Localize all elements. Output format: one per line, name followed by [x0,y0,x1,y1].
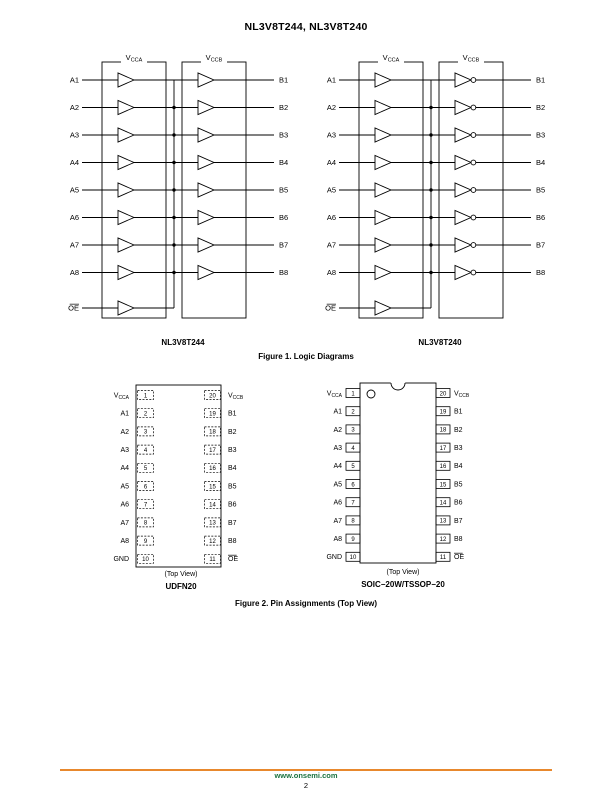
logic-diagram-nl3v8t240 [315,46,565,346]
buffer-triangle [198,211,214,225]
pin-label: A3 [333,445,342,452]
pin-number: 4 [351,445,355,452]
pin1-indicator [367,390,375,398]
pin-label: B1 [228,410,237,418]
pin-label: A4 [120,465,129,473]
input-label: A6 [69,213,79,223]
pin-number: 11 [209,557,216,564]
pin-label: B8 [228,538,237,545]
pin-label: B7 [228,519,237,527]
junction-dot [429,133,432,136]
junction-dot [429,271,432,274]
pin-number: 20 [439,391,447,398]
buffer-triangle [375,73,391,87]
junction-dot [172,161,175,164]
pin-number: 12 [439,536,447,543]
pin-label: B5 [228,483,237,491]
output-label: B1 [279,75,289,85]
buffer-triangle [375,266,391,280]
junction-dot [172,188,175,191]
pin-number: 8 [351,518,355,525]
pin-number: 13 [439,518,447,525]
pin-label: A7 [333,517,342,525]
pin-label: A1 [120,410,129,418]
junction-dot [429,161,432,164]
pin-number: 9 [143,538,148,545]
buffer-triangle [118,238,134,252]
input-label: A8 [326,268,336,278]
pin-number: 18 [439,427,447,434]
output-label: B2 [536,103,546,113]
pin-label: A5 [333,481,342,489]
oe-buffer-triangle [118,301,134,315]
buffer-triangle [118,128,134,142]
pin-number: 6 [351,482,355,489]
output-label: B2 [279,103,289,113]
pin-number: 7 [351,500,355,507]
pin-number: 1 [143,393,148,400]
pin-number: 8 [143,520,148,527]
junction-dot [172,216,175,219]
buffer-triangle [455,73,471,87]
pin-label: B5 [454,481,463,489]
input-label: A5 [326,185,336,195]
left-rail-label: $V_{CCA}$ [382,53,400,64]
left-rail-label: $V_{CCA}$ [125,53,143,64]
pin-label: GND [113,556,129,564]
input-label: A2 [326,103,336,113]
soic-package-name: SOIC−20W/TSSOP−20 [361,580,445,589]
input-label: A5 [69,185,79,195]
junction-dot [429,243,432,246]
pin-label: A8 [333,536,342,543]
pin-label: B2 [454,426,463,434]
pin-label: $V_{CCA}$ [326,390,342,399]
buffer-triangle [375,128,391,142]
output-label: B1 [536,75,546,85]
inverter-bubble [471,270,476,275]
pin-label: B2 [228,428,237,436]
input-label: A7 [69,240,79,250]
buffer-triangle [198,156,214,170]
buffer-triangle [455,183,471,197]
output-label: B5 [279,185,289,195]
pin-number: 5 [351,464,355,471]
pin-number: 5 [143,466,148,473]
junction-dot [429,188,432,191]
pin-label: B3 [454,445,463,452]
pin-number: 14 [439,500,447,507]
buffer-triangle [198,101,214,115]
diagram-name-240: NL3V8T240 [418,338,462,347]
page-number: 2 [303,781,309,790]
right-rail-label: $V_{CCB}$ [205,53,223,64]
input-label: A2 [69,103,79,113]
pin-label: A8 [120,538,129,545]
pin-number: 14 [209,502,216,509]
pin-number: 3 [351,427,355,434]
buffer-triangle [455,211,471,225]
pin-label: A2 [120,428,129,436]
buffer-triangle [455,238,471,252]
pin-number: 17 [209,447,216,454]
oe-label: OE [325,303,336,313]
buffer-triangle [198,183,214,197]
pin-number: 19 [439,409,447,416]
junction-dot [429,106,432,109]
pin-number: 11 [439,555,447,562]
buffer-triangle [375,183,391,197]
right-rail-label: $V_{CCB}$ [462,53,480,64]
buffer-triangle [198,128,214,142]
output-label: B6 [536,213,546,223]
output-label: B7 [536,240,546,250]
pin-number: 15 [209,484,216,491]
buffer-triangle [375,211,391,225]
pin-number: 10 [142,557,149,564]
input-label: A7 [326,240,336,250]
inverter-bubble [471,243,476,248]
udfn-top-view-label: (Top View) [164,571,198,578]
pin-number: 18 [209,429,216,436]
pinout-udfn20 [81,377,281,577]
pin-number: 4 [143,447,148,454]
pin-label: B1 [454,408,463,416]
buffer-triangle [455,156,471,170]
input-label: A6 [326,213,336,223]
junction-dot [429,216,432,219]
soic-top-view-label: (Top View) [386,569,420,576]
pinout-soic20 [298,377,508,577]
pin-label: A7 [120,519,129,527]
buffer-triangle [198,266,214,280]
logic-diagram-nl3v8t244 [58,46,308,346]
pin-number: 3 [143,429,148,436]
figure1-caption: Figure 1. Logic Diagrams [258,352,354,361]
pin-label: B7 [454,517,463,525]
pin-number: 2 [143,411,148,418]
package-body [360,383,436,563]
buffer-triangle [118,73,134,87]
inverter-bubble [471,105,476,110]
buffer-triangle [375,238,391,252]
inverter-bubble [471,188,476,193]
pin-label: B6 [454,499,463,507]
inverter-bubble [471,160,476,165]
output-label: B5 [536,185,546,195]
junction-dot [172,106,175,109]
pin-number: 19 [209,411,216,418]
buffer-triangle [198,73,214,87]
junction-dot [172,271,175,274]
pin-label: A1 [333,408,342,416]
diagram-name-244: NL3V8T244 [161,338,205,347]
pin-label: $V_{CCB}$ [228,392,244,401]
pin-number: 6 [143,484,148,491]
buffer-triangle [118,101,134,115]
pin-number: 12 [209,538,216,545]
pin-label: A2 [333,426,342,434]
buffer-triangle [198,238,214,252]
pin-label: A3 [120,447,129,454]
pin-label: $V_{CCB}$ [454,390,470,399]
pin-number: 1 [351,391,355,398]
buffer-triangle [118,266,134,280]
pin-number: 16 [439,464,447,471]
pin-label: A5 [120,483,129,491]
buffer-triangle [455,266,471,280]
pin-label: B4 [454,463,463,471]
buffer-triangle [455,128,471,142]
output-label: B6 [279,213,289,223]
oe-buffer-triangle [375,301,391,315]
buffer-triangle [118,156,134,170]
pin-label: OE [228,556,239,564]
figure2-caption: Figure 2. Pin Assignments (Top View) [234,599,378,608]
input-label: A1 [326,75,336,85]
output-label: B4 [279,158,289,168]
pin-label: OE [454,554,465,562]
output-label: B3 [279,130,289,140]
page-title: NL3V8T244, NL3V8T240 [244,21,368,33]
pin-label: B3 [228,447,237,454]
input-label: A8 [69,268,79,278]
inverter-bubble [471,133,476,138]
inverter-bubble [471,78,476,83]
pin-number: 17 [439,445,447,452]
input-label: A4 [326,158,336,168]
pin-label: B6 [228,501,237,509]
pin-number: 2 [351,409,355,416]
junction-dot [172,243,175,246]
pin-number: 9 [351,536,355,543]
output-label: B8 [536,268,546,278]
pin-label: $V_{CCA}$ [113,392,129,401]
pin-label: A4 [333,463,342,471]
pin-label: GND [326,554,342,562]
output-label: B8 [279,268,289,278]
input-label: A4 [69,158,79,168]
buffer-triangle [118,211,134,225]
buffer-triangle [375,101,391,115]
input-label: A3 [326,130,336,140]
onsemi-link[interactable]: www.onsemi.com [274,771,338,780]
pin-label: A6 [120,501,129,509]
pin-number: 16 [209,466,216,473]
pin1-notch [391,383,405,390]
buffer-triangle [375,156,391,170]
junction-dot [172,133,175,136]
pin-label: A6 [333,499,342,507]
output-label: B4 [536,158,546,168]
output-label: B7 [279,240,289,250]
pin-number: 10 [349,555,357,562]
pin-number: 13 [209,520,216,527]
output-label: B3 [536,130,546,140]
buffer-triangle [455,101,471,115]
input-label: A3 [69,130,79,140]
pin-label: B8 [454,536,463,543]
udfn-package-name: UDFN20 [165,582,197,591]
inverter-bubble [471,215,476,220]
buffer-triangle [118,183,134,197]
pin-label: B4 [228,465,237,473]
input-label: A1 [69,75,79,85]
pin-number: 7 [143,502,148,509]
pin-number: 15 [439,482,447,489]
pin-number: 20 [209,393,216,400]
oe-label: OE [68,303,79,313]
